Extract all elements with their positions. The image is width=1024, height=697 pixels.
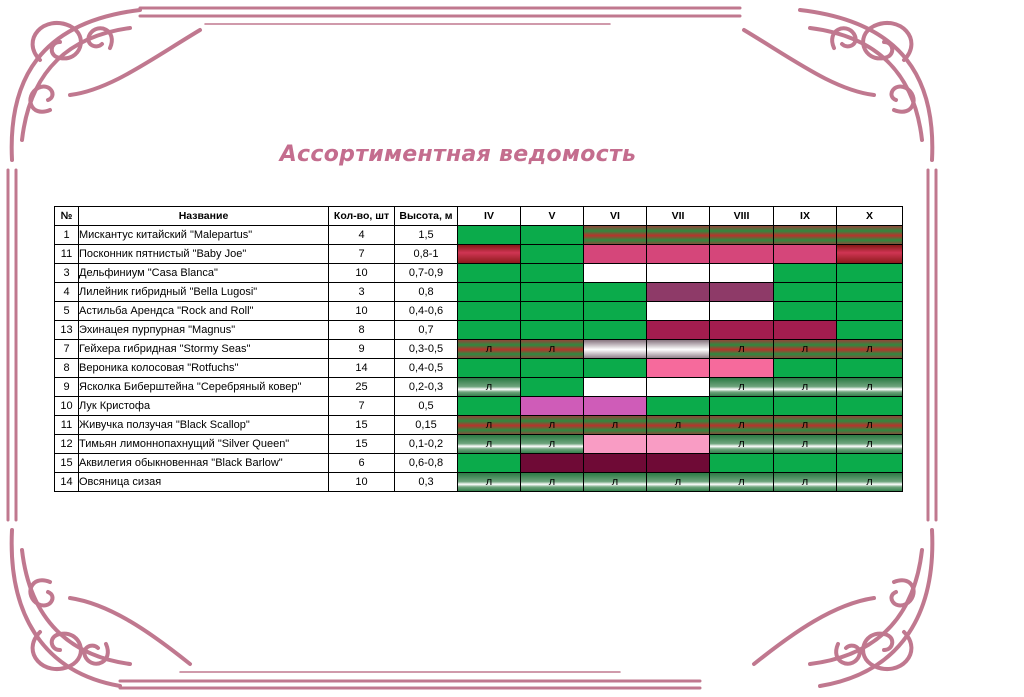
- row-number: 13: [55, 321, 79, 340]
- plant-name: Мискантус китайский "Malepartus": [79, 226, 329, 245]
- plant-quantity: 10: [329, 473, 395, 492]
- plant-quantity: 15: [329, 416, 395, 435]
- season-cell: [584, 454, 647, 473]
- plant-quantity: 7: [329, 397, 395, 416]
- season-cell: [774, 397, 837, 416]
- season-cell: [647, 359, 710, 378]
- plant-height: 0,3-0,5: [395, 340, 458, 359]
- season-cell: [584, 245, 647, 264]
- season-cell: [521, 397, 584, 416]
- plant-name: Посконник пятнистый "Baby Joe": [79, 245, 329, 264]
- season-cell: [458, 302, 521, 321]
- season-cell: [710, 226, 774, 245]
- season-cell: л: [837, 378, 903, 397]
- season-cell: [521, 264, 584, 283]
- season-cell: [647, 245, 710, 264]
- plant-quantity: 7: [329, 245, 395, 264]
- season-cell: [521, 302, 584, 321]
- season-cell: [837, 321, 903, 340]
- season-cell: [710, 283, 774, 302]
- season-cell: [774, 226, 837, 245]
- season-cell: л: [458, 416, 521, 435]
- plant-name: Астильба Арендса "Rock and Roll": [79, 302, 329, 321]
- season-cell: [647, 378, 710, 397]
- season-cell: л: [710, 435, 774, 454]
- season-cell: [774, 264, 837, 283]
- row-number: 11: [55, 416, 79, 435]
- row-number: 14: [55, 473, 79, 492]
- plant-name: Ясколка Биберштейна "Серебряный ковер": [79, 378, 329, 397]
- plant-height: 1,5: [395, 226, 458, 245]
- season-cell: [584, 264, 647, 283]
- plant-name: Дельфиниум "Casa Blanca": [79, 264, 329, 283]
- season-cell: л: [837, 340, 903, 359]
- table-row: [55, 245, 903, 264]
- plant-height: 0,8: [395, 283, 458, 302]
- season-cell: [584, 321, 647, 340]
- season-cell: л: [458, 340, 521, 359]
- plant-name: Тимьян лимоннопахнущий "Silver Queen": [79, 435, 329, 454]
- season-cell: [710, 359, 774, 378]
- table-row: [55, 397, 903, 416]
- season-cell: [584, 226, 647, 245]
- plant-quantity: 25: [329, 378, 395, 397]
- season-cell: [584, 435, 647, 454]
- page-title: Ассортиментная ведомость: [279, 142, 637, 167]
- season-cell: [584, 302, 647, 321]
- season-cell: л: [521, 416, 584, 435]
- header-month: VIII: [710, 207, 774, 226]
- plant-name: Овсяница сизая: [79, 473, 329, 492]
- plant-name: Аквилегия обыкновенная "Black Barlow": [79, 454, 329, 473]
- plant-quantity: 15: [329, 435, 395, 454]
- row-number: 4: [55, 283, 79, 302]
- season-cell: [521, 321, 584, 340]
- assortment-table: [54, 206, 903, 492]
- season-cell: [521, 245, 584, 264]
- season-cell: л: [710, 340, 774, 359]
- season-cell: [647, 397, 710, 416]
- season-cell: [584, 283, 647, 302]
- row-number: 3: [55, 264, 79, 283]
- plant-height: 0,7: [395, 321, 458, 340]
- table-row: [55, 378, 903, 397]
- header-month: IV: [458, 207, 521, 226]
- season-cell: л: [710, 473, 774, 492]
- season-cell: л: [774, 378, 837, 397]
- season-cell: л: [521, 435, 584, 454]
- season-cell: [710, 302, 774, 321]
- season-cell: л: [774, 473, 837, 492]
- season-cell: [458, 245, 521, 264]
- season-cell: [837, 226, 903, 245]
- row-number: 8: [55, 359, 79, 378]
- season-cell: л: [521, 340, 584, 359]
- season-cell: л: [710, 378, 774, 397]
- table-row: [55, 321, 903, 340]
- season-cell: [458, 321, 521, 340]
- season-cell: [647, 226, 710, 245]
- row-number: 1: [55, 226, 79, 245]
- season-cell: [647, 435, 710, 454]
- season-cell: [774, 454, 837, 473]
- season-cell: [521, 283, 584, 302]
- table-row: [55, 435, 903, 454]
- season-cell: л: [774, 435, 837, 454]
- season-cell: [647, 283, 710, 302]
- season-cell: л: [837, 435, 903, 454]
- header-num: №: [55, 207, 79, 226]
- plant-quantity: 10: [329, 302, 395, 321]
- table-row: [55, 454, 903, 473]
- season-cell: [837, 302, 903, 321]
- season-cell: [521, 359, 584, 378]
- plant-height: 0,6-0,8: [395, 454, 458, 473]
- header-month: V: [521, 207, 584, 226]
- header-month: X: [837, 207, 903, 226]
- header-name: Название: [79, 207, 329, 226]
- season-cell: [837, 359, 903, 378]
- table-row: [55, 473, 903, 492]
- season-cell: л: [837, 416, 903, 435]
- plant-height: 0,3: [395, 473, 458, 492]
- plant-name: Лук Кристофа: [79, 397, 329, 416]
- season-cell: [458, 283, 521, 302]
- season-cell: л: [647, 473, 710, 492]
- season-cell: [647, 454, 710, 473]
- season-cell: л: [837, 473, 903, 492]
- season-cell: л: [521, 473, 584, 492]
- table-row: [55, 302, 903, 321]
- season-cell: [584, 340, 647, 359]
- season-cell: л: [458, 378, 521, 397]
- plant-quantity: 8: [329, 321, 395, 340]
- season-cell: [774, 321, 837, 340]
- season-cell: л: [774, 340, 837, 359]
- table-row: [55, 416, 903, 435]
- season-cell: [774, 283, 837, 302]
- season-cell: л: [584, 416, 647, 435]
- plant-height: 0,5: [395, 397, 458, 416]
- season-cell: л: [774, 416, 837, 435]
- plant-quantity: 6: [329, 454, 395, 473]
- season-cell: [647, 321, 710, 340]
- season-cell: [458, 226, 521, 245]
- season-cell: [710, 321, 774, 340]
- plant-height: 0,1-0,2: [395, 435, 458, 454]
- plant-name: Эхинацея пурпурная "Magnus": [79, 321, 329, 340]
- plant-height: 0,8-1: [395, 245, 458, 264]
- season-cell: [837, 454, 903, 473]
- season-cell: [710, 245, 774, 264]
- row-number: 10: [55, 397, 79, 416]
- header-height: Высота, м: [395, 207, 458, 226]
- season-cell: [710, 397, 774, 416]
- table-header-row: [55, 207, 903, 226]
- plant-height: 0,4-0,5: [395, 359, 458, 378]
- row-number: 5: [55, 302, 79, 321]
- row-number: 9: [55, 378, 79, 397]
- table-row: [55, 264, 903, 283]
- season-cell: [521, 378, 584, 397]
- season-cell: [837, 245, 903, 264]
- row-number: 15: [55, 454, 79, 473]
- table-row: [55, 226, 903, 245]
- row-number: 7: [55, 340, 79, 359]
- season-cell: л: [710, 416, 774, 435]
- header-month: VI: [584, 207, 647, 226]
- season-cell: л: [458, 473, 521, 492]
- table-row: [55, 340, 903, 359]
- season-cell: [647, 340, 710, 359]
- table-row: [55, 283, 903, 302]
- row-number: 12: [55, 435, 79, 454]
- plant-height: 0,2-0,3: [395, 378, 458, 397]
- season-cell: [710, 454, 774, 473]
- table-row: [55, 359, 903, 378]
- season-cell: л: [458, 435, 521, 454]
- plant-name: Живучка ползучая "Black Scallop": [79, 416, 329, 435]
- header-month: IX: [774, 207, 837, 226]
- season-cell: [458, 359, 521, 378]
- plant-name: Лилейник гибридный "Bella Lugosi": [79, 283, 329, 302]
- season-cell: [584, 397, 647, 416]
- season-cell: [774, 359, 837, 378]
- season-cell: [458, 454, 521, 473]
- plant-height: 0,7-0,9: [395, 264, 458, 283]
- season-cell: л: [647, 416, 710, 435]
- season-cell: [647, 264, 710, 283]
- plant-quantity: 3: [329, 283, 395, 302]
- season-cell: [584, 378, 647, 397]
- plant-quantity: 14: [329, 359, 395, 378]
- header-month: VII: [647, 207, 710, 226]
- season-cell: [774, 245, 837, 264]
- season-cell: [521, 226, 584, 245]
- plant-name: Гейхера гибридная "Stormy Seas": [79, 340, 329, 359]
- header-qty: Кол-во, шт: [329, 207, 395, 226]
- season-cell: [458, 397, 521, 416]
- plant-quantity: 10: [329, 264, 395, 283]
- season-cell: [774, 302, 837, 321]
- plant-height: 0,4-0,6: [395, 302, 458, 321]
- plant-height: 0,15: [395, 416, 458, 435]
- season-cell: [584, 359, 647, 378]
- season-cell: [458, 264, 521, 283]
- season-cell: [710, 264, 774, 283]
- season-cell: [837, 283, 903, 302]
- season-cell: л: [584, 473, 647, 492]
- season-cell: [837, 397, 903, 416]
- plant-quantity: 4: [329, 226, 395, 245]
- plant-name: Вероника колосовая "Rotfuchs": [79, 359, 329, 378]
- plant-quantity: 9: [329, 340, 395, 359]
- row-number: 11: [55, 245, 79, 264]
- season-cell: [521, 454, 584, 473]
- season-cell: [837, 264, 903, 283]
- season-cell: [647, 302, 710, 321]
